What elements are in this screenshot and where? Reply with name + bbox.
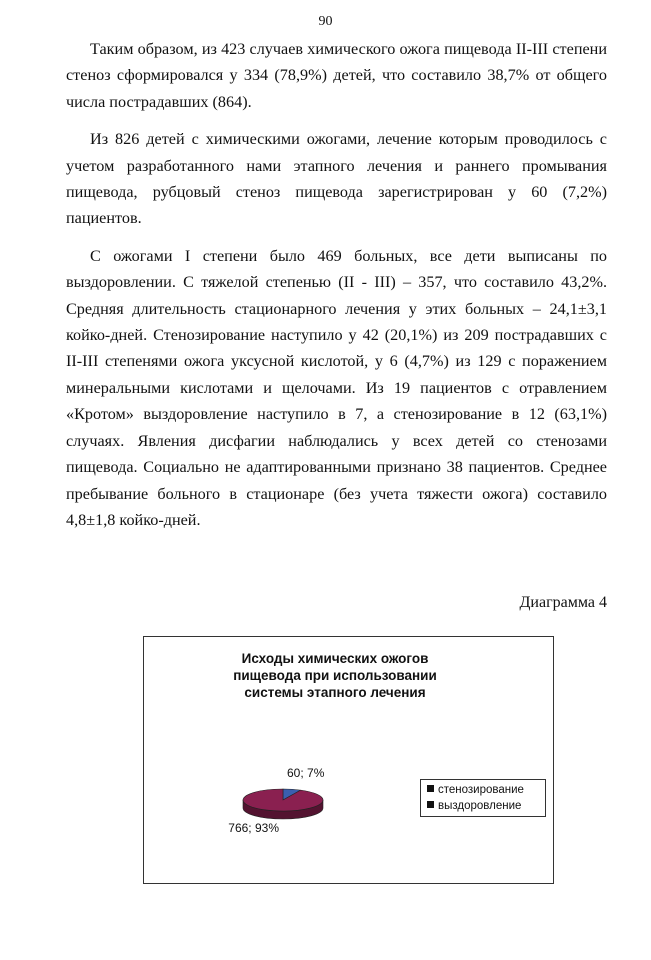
legend-label: стенозирование [438,784,524,796]
legend-swatch [427,801,434,808]
chart-title-line: пищевода при использовании [233,668,437,683]
legend-swatch [427,785,434,792]
paragraph: Таким образом, из 423 случаев химического ожога пищевода II-III степени стеноз сформировался у 334 (78,9%) детей, что составило 38,7% от общего числа пострадавших (864). [66,40,607,111]
legend-label: выздоровление [438,800,522,812]
pie-data-label: 60; 7% [287,766,325,780]
legend-item [427,782,545,798]
chart-title-line: системы этапного лечения [244,685,426,700]
diagram-label: Диаграмма 4 [519,594,607,611]
paragraph: Из 826 детей с химическими ожогами, лечение которым проводилось с учетом разработанного нами этапного лечения и раннего промывания пищевода, рубцовый стеноз пищевода зарегистрирован у 60 (7,2%) пациентов. [66,130,607,228]
body-text [66,36,607,544]
legend-item [427,798,545,814]
pie-chart [143,636,554,884]
chart-legend [420,779,546,817]
page-number: 90 [318,14,333,29]
pie-svg [144,637,553,883]
paragraph: С ожогами I степени было 469 больных, все дети выписаны по выздоровлении. С тяжелой степенью (II - III) – 357, что составило 43,2%. Средняя длительность стационарного лечения у этих больных – 24,1±3,1 койко-дней. Стенозирование наступило у 42 (20,1%) из 209 пострадавших с II-III степенями ожога уксусной кислотой, у 6 (4,7%) из 129 с поражением минеральными кислотами и щелочами. Из 19 пациентов с отравлением «Кротом» выздоровление наступило в 7, а стенозирование в 12 (63,1%) случаях. Явления дисфагии наблюдались у всех детей со стенозами пищевода. Социально не адаптированными признано 38 пациентов. Среднее пребывание больного в стационаре (без учета тяжести ожога) составило 4,8±1,8 койко-дней. [66,246,607,529]
pie-data-label: 766; 93% [228,821,279,835]
pie-slice-recovery [243,789,323,811]
chart-title-line: Исходы химических ожогов [241,651,429,666]
